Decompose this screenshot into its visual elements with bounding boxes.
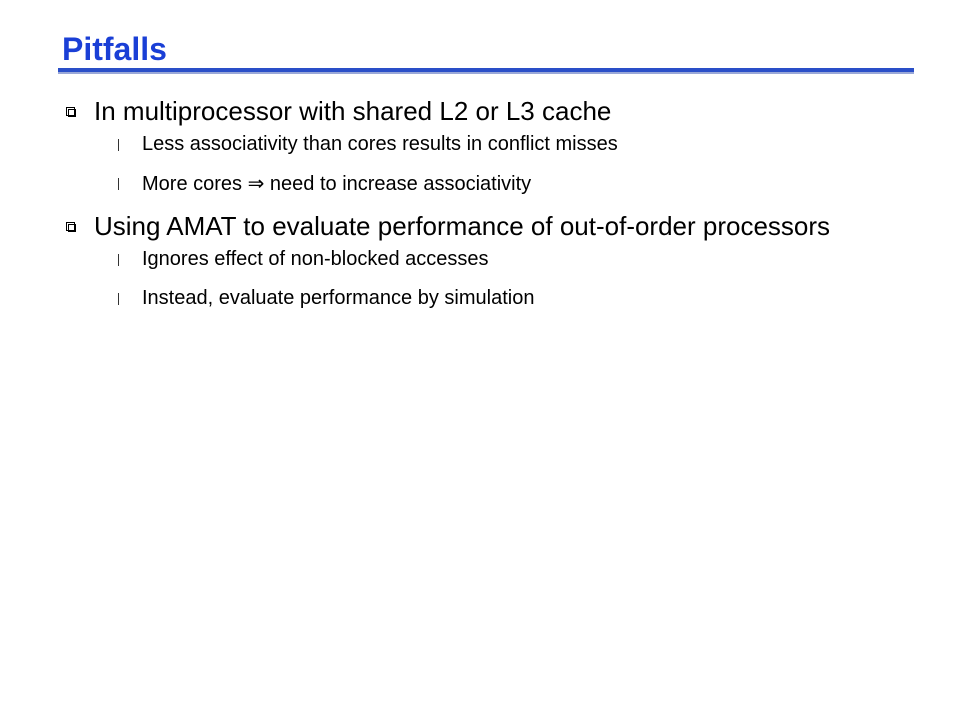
sub-bullet-item bbox=[62, 132, 912, 156]
sub-bullet-item bbox=[62, 171, 912, 196]
bar-bullet-icon bbox=[118, 254, 119, 266]
bullet-group-2 bbox=[62, 211, 912, 310]
title-underline bbox=[58, 68, 914, 74]
sub-bullet-text: Instead, evaluate performance by simulation bbox=[142, 287, 535, 309]
slide-body bbox=[62, 96, 912, 325]
sub-bullet-list bbox=[62, 247, 912, 310]
bullet-item bbox=[62, 211, 912, 241]
implies-arrow-icon: ⇒ bbox=[247, 171, 265, 195]
bullet-item bbox=[62, 96, 912, 126]
hollow-square-icon bbox=[66, 107, 76, 117]
bullet-text: Using AMAT to evaluate performance of out-of-order processors bbox=[94, 211, 831, 241]
sub-bullet-text: Ignores effect of non-blocked accesses bbox=[142, 248, 489, 270]
slide-title: Pitfalls bbox=[62, 31, 167, 67]
hollow-square-icon bbox=[66, 222, 76, 232]
sub-bullet-item bbox=[62, 247, 912, 271]
bar-bullet-icon bbox=[118, 178, 119, 190]
sub-bullet-text-post: need to increase associativity bbox=[264, 173, 532, 195]
bar-bullet-icon bbox=[118, 139, 119, 151]
sub-bullet-list bbox=[62, 132, 912, 196]
bullet-group-1 bbox=[62, 96, 912, 196]
sub-bullet-text-pre: More cores bbox=[142, 173, 248, 195]
sub-bullet-item bbox=[62, 286, 912, 310]
sub-bullet-text: Less associativity than cores results in conflict misses bbox=[142, 133, 618, 155]
bullet-text: In multiprocessor with shared L2 or L3 cache bbox=[94, 96, 612, 126]
bar-bullet-icon bbox=[118, 293, 119, 305]
title-underline-thin bbox=[58, 72, 914, 74]
